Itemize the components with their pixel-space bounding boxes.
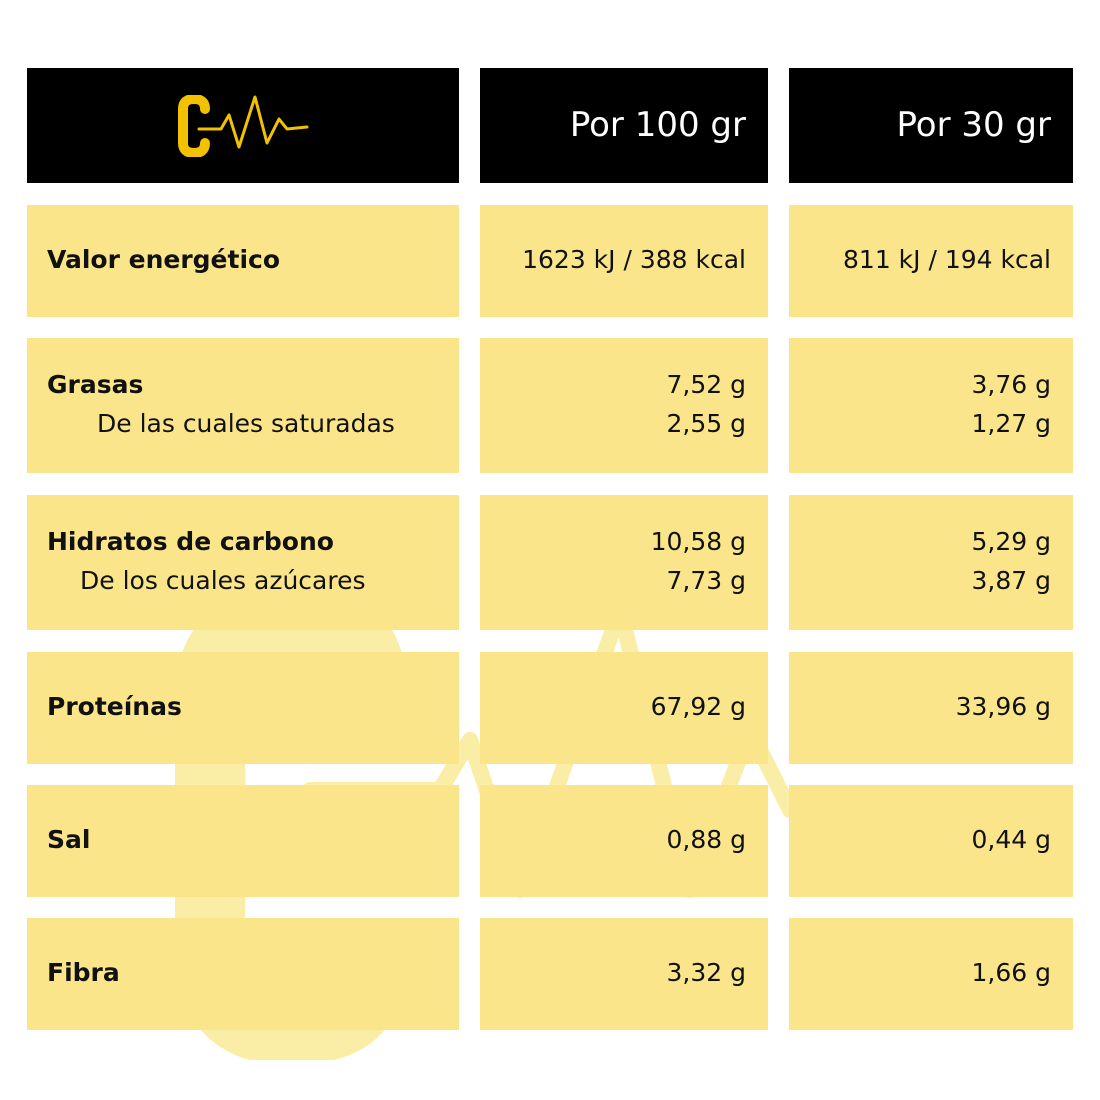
row-carbs-label-cell (27, 495, 459, 630)
value-per-100: 0,88 g (666, 825, 746, 854)
row-label: Grasas (47, 370, 144, 399)
row-label: Fibra (47, 958, 120, 987)
row-fiber-per30-cell (789, 918, 1073, 1030)
row-protein-label-cell (27, 652, 459, 764)
row-carbs-per30-cell (789, 495, 1073, 630)
value-per-30: 5,29 g (971, 527, 1051, 556)
value-per-100: 1623 kJ / 388 kcal (522, 245, 746, 274)
header-per-30-cell (789, 68, 1073, 183)
row-protein-per100-cell (480, 652, 768, 764)
row-label: Proteínas (47, 692, 182, 721)
row-sub-label: De las cuales saturadas (97, 409, 395, 438)
row-sub-label: De los cuales azúcares (80, 566, 366, 595)
sub-value-per-30: 1,27 g (971, 409, 1051, 438)
value-per-100: 67,92 g (650, 692, 746, 721)
row-salt-per30-cell (789, 785, 1073, 897)
sub-value-per-100: 7,73 g (666, 566, 746, 595)
value-per-30: 33,96 g (955, 692, 1051, 721)
row-energy-per100-cell (480, 205, 768, 317)
row-fat-per100-cell (480, 338, 768, 473)
value-per-30: 0,44 g (971, 825, 1051, 854)
sub-value-per-100: 2,55 g (666, 409, 746, 438)
row-salt-per100-cell (480, 785, 768, 897)
row-salt-label-cell (27, 785, 459, 897)
value-per-100: 7,52 g (666, 370, 746, 399)
row-label: Valor energético (47, 245, 281, 274)
brand-logo (175, 95, 310, 157)
row-fat-per30-cell (789, 338, 1073, 473)
row-fat-label-cell (27, 338, 459, 473)
sub-value-per-30: 3,87 g (971, 566, 1051, 595)
row-label: Hidratos de carbono (47, 527, 334, 556)
value-per-30: 1,66 g (971, 958, 1051, 987)
column-header-per-100: Por 100 gr (569, 105, 746, 145)
value-per-30: 811 kJ / 194 kcal (843, 245, 1051, 274)
column-header-per-30: Por 30 gr (896, 105, 1051, 145)
value-per-100: 10,58 g (650, 527, 746, 556)
row-fiber-per100-cell (480, 918, 768, 1030)
row-carbs-per100-cell (480, 495, 768, 630)
value-per-100: 3,32 g (666, 958, 746, 987)
value-per-30: 3,76 g (971, 370, 1051, 399)
row-energy-label-cell (27, 205, 459, 317)
row-energy-per30-cell (789, 205, 1073, 317)
row-protein-per30-cell (789, 652, 1073, 764)
row-fiber-label-cell (27, 918, 459, 1030)
header-per-100-cell (480, 68, 768, 183)
row-label: Sal (47, 825, 91, 854)
header-logo-cell (27, 68, 459, 183)
